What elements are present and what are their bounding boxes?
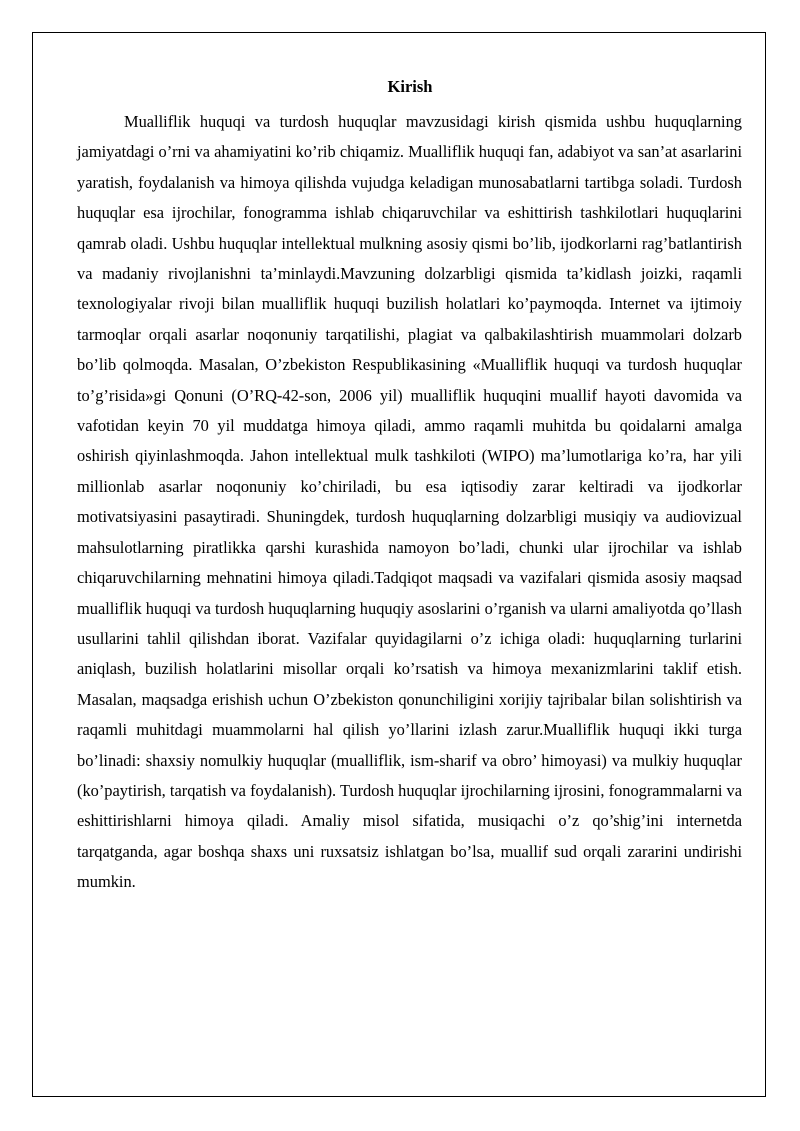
body-paragraph: Mualliflik huquqi va turdosh huquqlar mavzusidagi kirish qismida ushbu huquqlarning jamiyatdagi o’rni va ahamiyatini ko’rib chiqamiz. Mualliflik huquqi fan, adabiyot va san’at asarlarini yaratish, foydalanish va himoya qilishda vujudga keladigan munosabatlarni tartibga soladi. Turdosh huquqlar esa ijrochilar, fonogramma ishlab chiqaruvchilar va eshittirish tashkilotlari huquqlarini qamrab oladi. Ushbu huquqlar intellektual mulkning asosiy qismi bo’lib, ijodkorlarni rag’batlantirish va madaniy rivojlanishni ta’minlaydi.Mavzuning dolzarbligi qismida ta’kidlash joizki, raqamli texnologiyalar rivoji bilan mualliflik huquqi buzilish holatlari ko’paymoqda. Internet va ijtimoiy tarmoqlar orqali asarlar noqonuniy tarqatilishi, plagiat va qalbakilashtirish muammolari dolzarb bo’lib qolmoqda. Masalan, O’zbekiston Respublikasining «Mualliflik huquqi va turdosh huquqlar to’g’risida»gi Qonuni (O’RQ-42-son, 2006 yil) mualliflik huquqini muallif hayoti davomida va vafotidan keyin 70 yil muddatga himoya qiladi, ammo raqamli muhitda bu qoidalarni amalga oshirish qiyinlashmoqda. Jahon intellektual mulk tashkiloti (WIPO) ma’lumotlariga ko’ra, har yili millionlab asarlar noqonuniy ko’chiriladi, bu esa iqtisodiy zarar keltiradi va ijodkorlar motivatsiyasini pasaytiradi. Shuningdek, turdosh huquqlarning dolzarbligi musiqiy va audiovizual mahsulotlarning piratlikka qarshi kurashida namoyon bo’ladi, chunki ular ijrochilar va ishlab chiqaruvchilarning mehnatini himoya qiladi.Tadqiqot maqsadi va vazifalari qismida asosiy maqsad mualliflik huquqi va turdosh huquqlarning huquqiy asoslarini o’rganish va ularni amaliyotda qo’llash usullarini tahlil qilishdan iborat. Vazifalar quyidagilarni o’z ichiga oladi: huquqlarning turlarini aniqlash, buzilish holatlarini misollar orqali ko’rsatish va himoya mexanizmlarini taklif etish. Masalan, maqsadga erishish uchun O’zbekiston qonunchiligini xorijiy tajribalar bilan solishtirish va raqamli muhitdagi muammolarni hal qilish yo’llarini izlash zarur.Mualliflik huquqi ikki turga bo’linadi: shaxsiy nomulkiy huquqlar (mualliflik, ism-sharif va obro’ himoyasi) va mulkiy huquqlar (ko’paytirish, tarqatish va foydalanish). Turdosh huquqlar ijrochilarning ijrosini, fonogrammalarni va eshittirishlarni himoya qiladi. Amaliy misol sifatida, musiqachi o’z qo’shig’ini internetda tarqatganda, agar boshqa shaxs uni ruxsatsiz ishlatgan bo’lsa, muallif sud orqali zararini undirishi mumkin.: [77, 112, 742, 892]
section-heading: Kirish: [387, 77, 433, 96]
